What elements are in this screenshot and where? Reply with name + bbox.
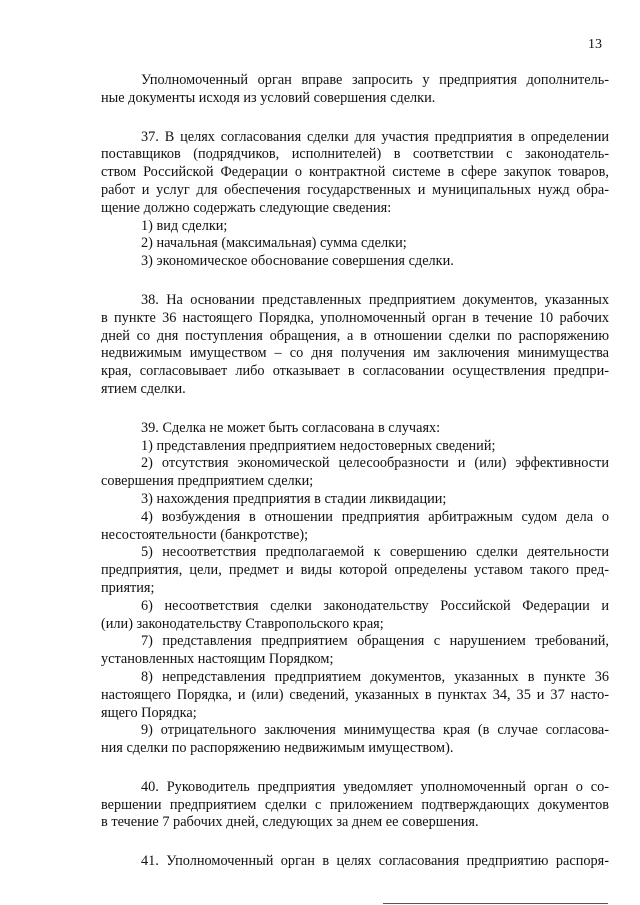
list-item: 3) нахождения предприятия в стадии ликвидации; — [141, 490, 447, 507]
text-line: 39. Сделка не может быть согласована в случаях: — [141, 419, 441, 436]
list-item: 2) начальная (максимальная) сумма сделки; — [141, 235, 407, 252]
list-item: 3) экономическое обоснование совершения сделки. — [141, 253, 454, 270]
list-item: 8) непредставления предприятием документов, указанных в пункте 36 — [141, 668, 609, 685]
text-line: ния сделки по распоряжению недвижимым имуществом). — [101, 740, 454, 757]
text-line: настоящего Порядка, и (или) сведений, указанных в пунктах 34, 35 и 37 насто- — [101, 686, 609, 703]
text-line: 37. В целях согласования сделки для участия предприятия в определении — [141, 128, 609, 145]
document-body — [101, 72, 609, 871]
text-line: дней со дня поступления обращения, а в отношении сделки по распоряжению — [101, 327, 609, 344]
text-line: приятия; — [101, 579, 155, 596]
text-line: установленных настоящим Порядком; — [101, 651, 334, 668]
list-item: 1) вид сделки; — [141, 217, 228, 234]
text-line: совершения предприятием сделки; — [101, 473, 314, 490]
text-line: (или) законодательству Ставропольского края; — [101, 615, 384, 632]
text-line: работ и услуг для обеспечения государственных и муниципальных нужд обра- — [101, 181, 609, 198]
text-line: ятием сделки. — [101, 380, 186, 397]
text-line: недвижимым имуществом – со дня получения им заключения минимущества — [101, 345, 609, 362]
text-line: Уполномоченный орган вправе запросить у предприятия дополнитель- — [141, 72, 609, 88]
list-item: 7) представления предприятием обращения с нарушением требований, — [141, 633, 609, 650]
text-line: 41. Уполномоченный орган в целях согласования предприятию распоря- — [141, 853, 609, 870]
paragraph-41 — [101, 853, 609, 871]
paragraph-40 — [101, 779, 609, 832]
text-line: предприятия, цели, предмет и виды которой определены уставом такого пред- — [101, 562, 609, 579]
list-item: 6) несоответствия сделки законодательству Российской Федерации и — [141, 597, 609, 614]
text-line: края, согласовывает либо отказывает в согласовании осуществления предпри- — [101, 363, 609, 380]
list-item: 1) представления предприятием недостоверных сведений; — [141, 437, 496, 454]
page-number: 13 — [588, 37, 602, 52]
list-item: 5) несоответствия предполагаемой к совершению сделки деятельности — [141, 544, 609, 561]
list-item: 9) отрицательного заключения минимущества края (в случае согласова- — [141, 722, 609, 739]
paragraph-38 — [101, 292, 609, 399]
text-line: вершении предприятием сделки с приложением подтверждающих документов — [101, 796, 609, 813]
text-line: щение должно содержать следующие сведения: — [101, 199, 392, 216]
text-line: несостоятельности (банкротстве); — [101, 526, 309, 543]
text-line: ством Российской Федерации о контрактной системе в сфере закупок товаров, — [101, 164, 609, 181]
list-item: 4) возбуждения в отношении предприятия арбитражным судом дела о — [141, 508, 609, 525]
text-line: поставщиков (подрядчиков, исполнителей) в соответствии с законодатель- — [101, 146, 609, 163]
text-line: ящего Порядка; — [101, 704, 197, 721]
paragraph-additional-documents — [101, 72, 609, 108]
list-item: 2) отсутствия экономической целесообразности и (или) эффективности — [141, 455, 609, 472]
text-line: в течение 7 рабочих дней, следующих за днем ее совершения. — [101, 814, 479, 831]
paragraph-37 — [101, 129, 609, 271]
text-line: 38. На основании представленных предприятием документов, указанных — [141, 291, 609, 308]
text-line: ные документы исходя из условий совершения сделки. — [101, 89, 436, 106]
footer-divider — [383, 903, 608, 904]
paragraph-39 — [101, 420, 609, 758]
text-line: 40. Руководитель предприятия уведомляет уполномоченный орган о со- — [141, 778, 609, 795]
text-line: в пункте 36 настоящего Порядка, уполномоченный орган в течение 10 рабочих — [101, 309, 609, 326]
